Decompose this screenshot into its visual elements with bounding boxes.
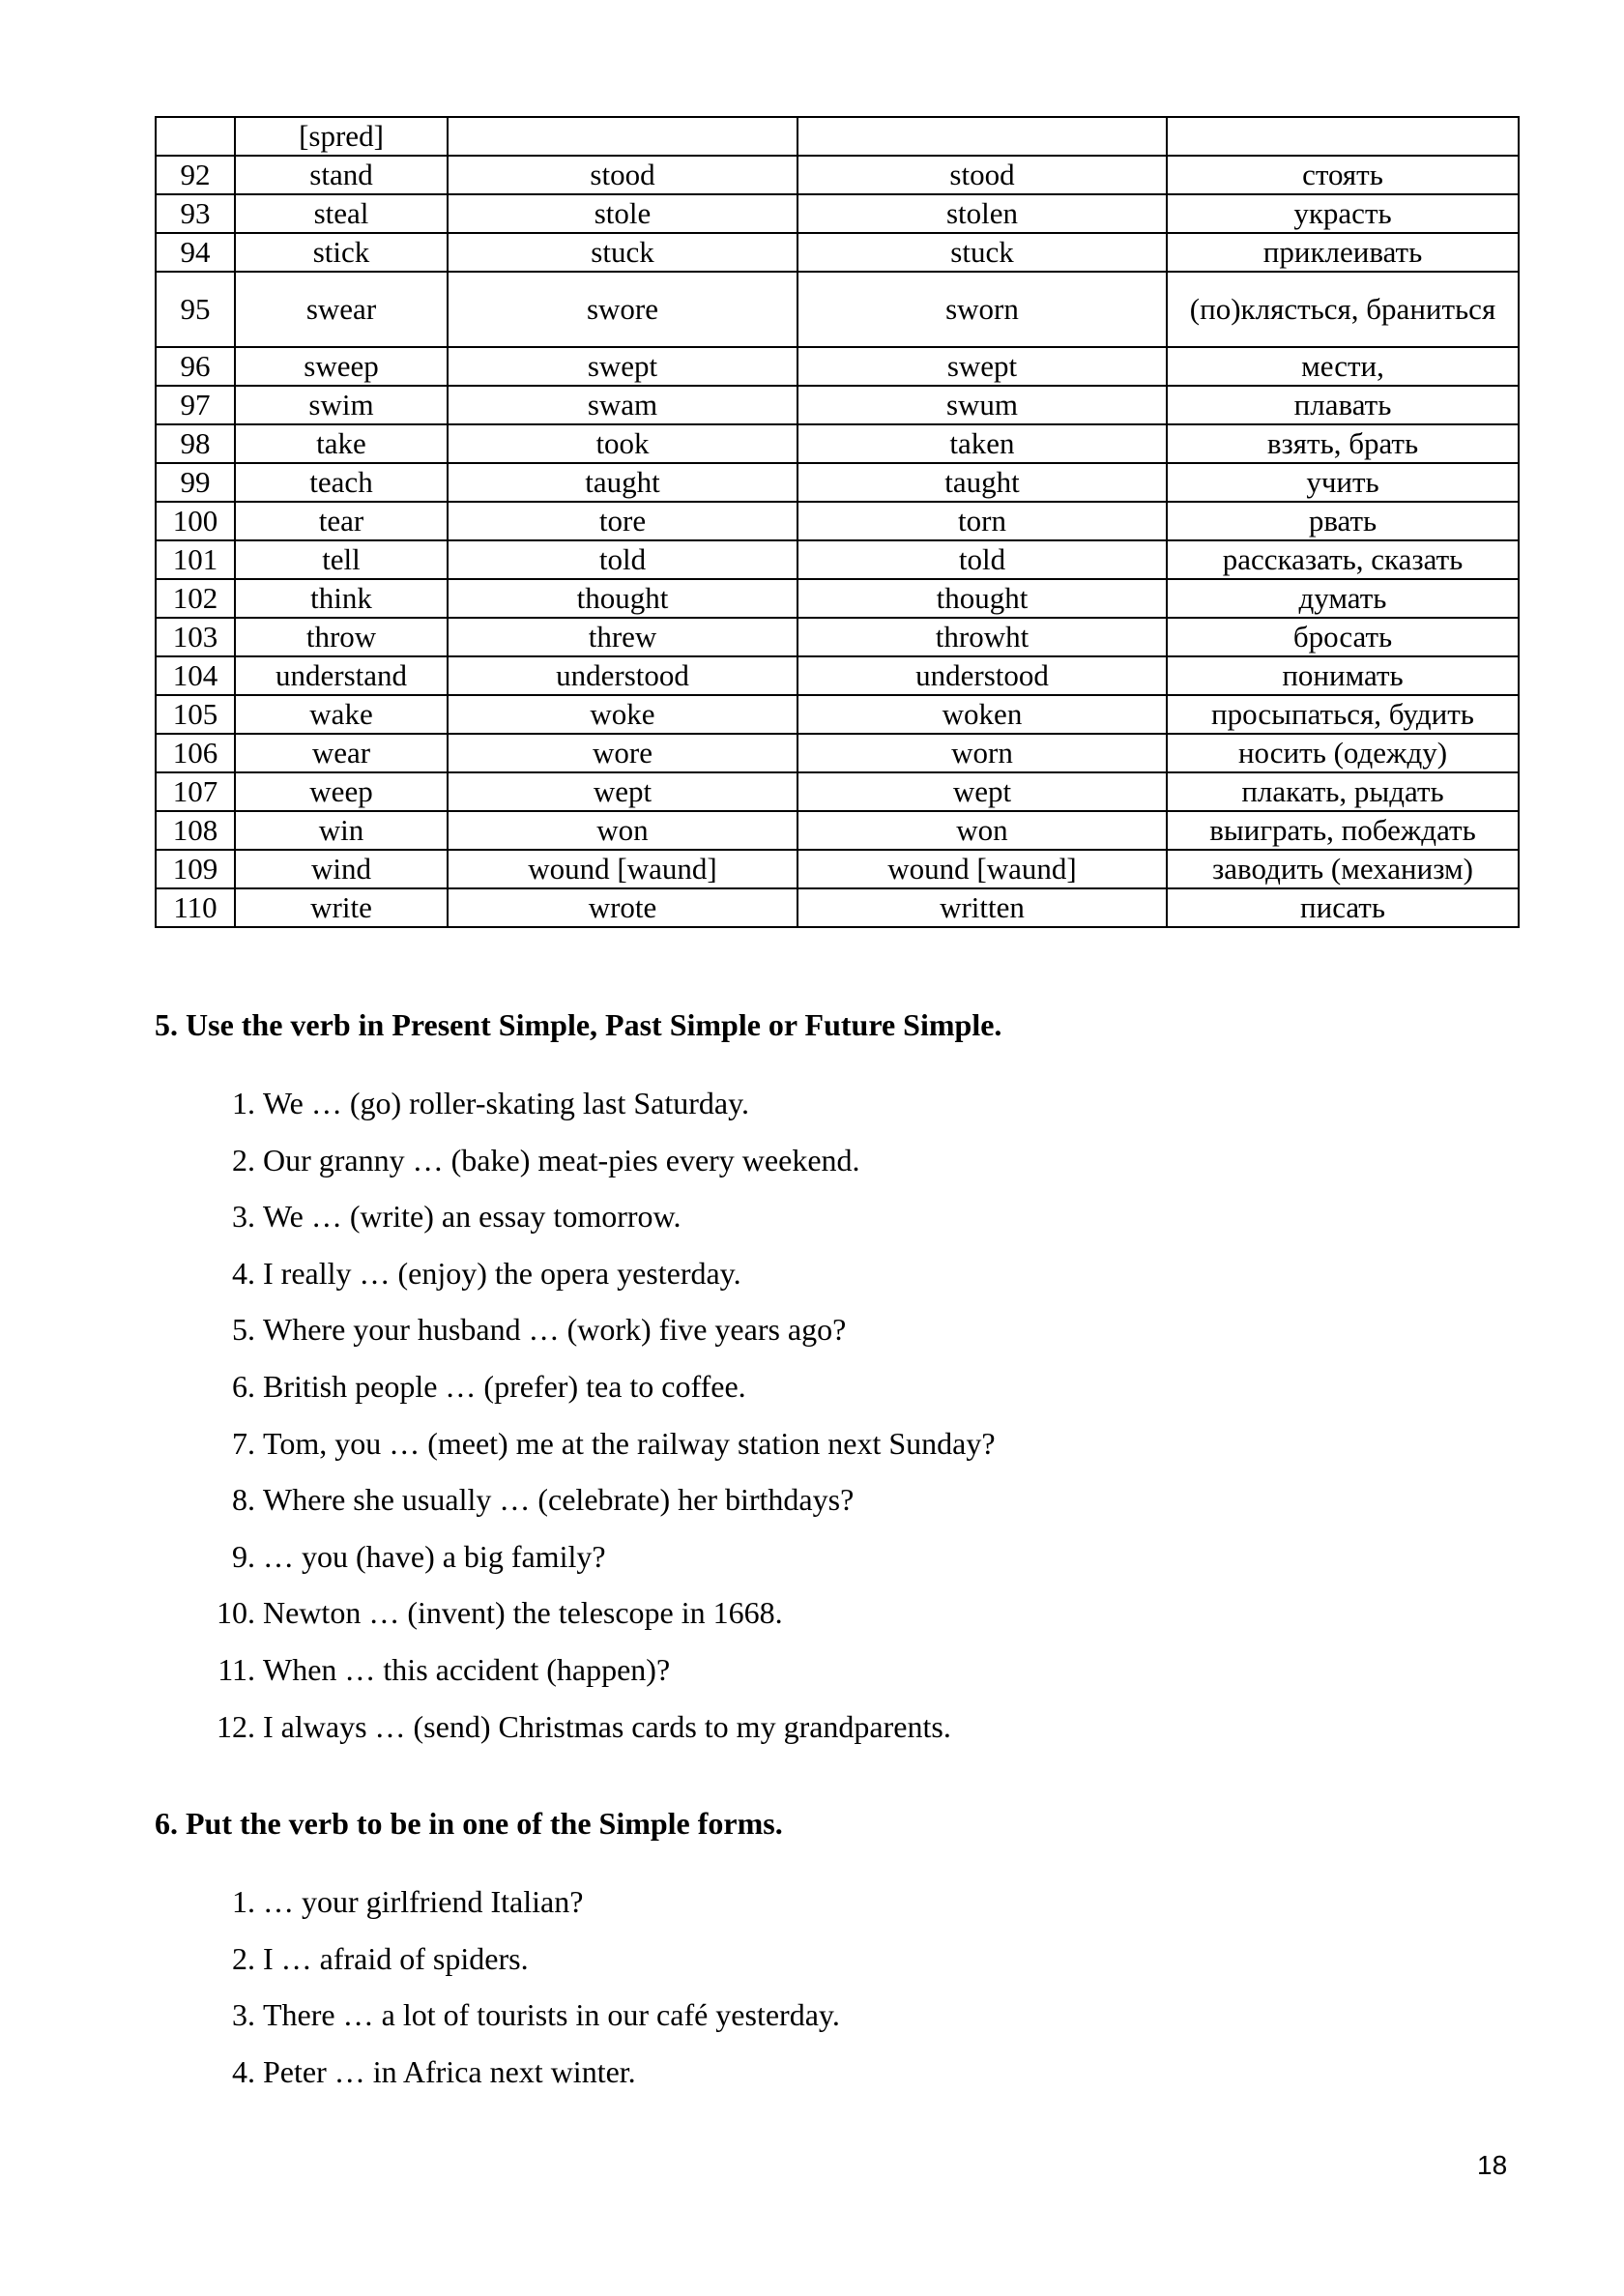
verb-number: 94 [156,233,235,272]
verb-past-simple: swam [448,386,798,424]
verb-past-participle: written [798,888,1167,927]
table-row [156,347,1519,386]
verb-number: 105 [156,695,235,734]
list-item-text: Our granny … (bake) meat-pies every weekend. [263,1142,860,1177]
list-item-number: 5. [232,1312,255,1348]
verb-past-simple: stuck [448,233,798,272]
list-item-number: 3. [232,1199,255,1235]
verb-infinitive: wear [235,734,448,772]
table-row [156,618,1519,656]
list-item-text: Newton … (invent) the telescope in 1668. [263,1595,783,1631]
verb-number: 108 [156,811,235,850]
list-item [155,1141,996,1198]
verb-number: 103 [156,618,235,656]
table-row [156,272,1519,347]
page-number: 18 [1477,2150,1508,2180]
verb-past-participle: taken [798,424,1167,463]
exercise-5-heading: 5. Use the verb in Present Simple, Past Simple or Future Simple. [155,1007,1002,1042]
irregular-verbs-table [155,116,1520,928]
verb-translation: мести, [1167,347,1519,386]
verb-infinitive: write [235,888,448,927]
list-item-text: When … this accident (happen)? [263,1651,671,1687]
verb-past-participle: stolen [798,194,1167,233]
exercise-6-list [155,1882,840,2108]
list-item-number: 3. [232,1997,255,2033]
table-row [156,156,1519,194]
verb-infinitive: weep [235,772,448,811]
verb-infinitive: tear [235,502,448,540]
verb-infinitive: steal [235,194,448,233]
list-item-text: … your girlfriend Italian? [263,1884,584,1919]
list-item-number: 12. [217,1708,255,1744]
list-item-number: 2. [232,1940,255,1976]
list-item-number: 4. [232,2053,255,2089]
verb-translation: выиграть, побеждать [1167,811,1519,850]
verb-past-simple: swept [448,347,798,386]
list-item-text: I always … (send) Christmas cards to my grandparents. [263,1708,951,1744]
verb-past-participle: wept [798,772,1167,811]
verb-past-participle: woken [798,695,1167,734]
verb-past-participle [798,117,1167,156]
list-item [155,1882,840,1939]
verb-past-participle: told [798,540,1167,579]
table-row [156,850,1519,888]
list-item [155,1939,840,1996]
table-row [156,888,1519,927]
verb-infinitive: teach [235,463,448,502]
list-item [155,1197,996,1254]
verb-number: 101 [156,540,235,579]
list-item [155,1084,996,1141]
verb-past-participle: swept [798,347,1167,386]
verb-infinitive: think [235,579,448,618]
list-item [155,1707,996,1764]
verb-number: 97 [156,386,235,424]
verb-number: 95 [156,272,235,347]
verb-past-simple: wrote [448,888,798,927]
verb-number: 93 [156,194,235,233]
verb-number: 102 [156,579,235,618]
verb-past-simple: understood [448,656,798,695]
verb-infinitive: stand [235,156,448,194]
table-row [156,579,1519,618]
verb-past-simple: woke [448,695,798,734]
verb-translation: учить [1167,463,1519,502]
list-item-number: 1. [232,1884,255,1919]
list-item-text: We … (go) roller-skating last Saturday. [263,1086,750,1120]
verb-past-simple: tore [448,502,798,540]
verb-past-simple [448,117,798,156]
list-item [155,1593,996,1650]
list-item-text: British people … (prefer) tea to coffee. [263,1368,746,1404]
verb-translation: писать [1167,888,1519,927]
verb-past-simple: won [448,811,798,850]
list-item [155,1650,996,1707]
list-item [155,1424,996,1481]
verb-number: 110 [156,888,235,927]
table-row [156,194,1519,233]
verb-past-simple: thought [448,579,798,618]
verb-past-participle: torn [798,502,1167,540]
verb-infinitive: wake [235,695,448,734]
list-item-text: Where your husband … (work) five years ago? [263,1312,847,1348]
verb-number: 92 [156,156,235,194]
verb-past-participle: wound [waund] [798,850,1167,888]
list-item-text: I really … (enjoy) the opera yesterday. [263,1255,741,1291]
verb-past-simple: stole [448,194,798,233]
table-row [156,424,1519,463]
verb-past-participle: sworn [798,272,1167,347]
table-row [156,695,1519,734]
verb-infinitive: win [235,811,448,850]
table-row [156,386,1519,424]
verb-infinitive: wind [235,850,448,888]
list-item-text: Peter … in Africa next winter. [263,2053,636,2089]
verb-past-participle: understood [798,656,1167,695]
verb-past-simple: wore [448,734,798,772]
table-row [156,734,1519,772]
list-item-text: Where she usually … (celebrate) her birthdays? [263,1482,855,1518]
table-row [156,117,1519,156]
list-item-text: We … (write) an essay tomorrow. [263,1199,682,1235]
list-item-number: 9. [232,1538,255,1574]
table-row [156,463,1519,502]
verb-past-participle: won [798,811,1167,850]
verb-number: 109 [156,850,235,888]
verb-past-participle: taught [798,463,1167,502]
verb-past-simple: threw [448,618,798,656]
list-item-number: 8. [232,1482,255,1518]
verb-translation: плакать, рыдать [1167,772,1519,811]
verb-past-simple: wound [waund] [448,850,798,888]
verb-translation: бросать [1167,618,1519,656]
verb-infinitive: swear [235,272,448,347]
verb-translation: стоять [1167,156,1519,194]
verb-translation: носить (одежду) [1167,734,1519,772]
list-item-text: … you (have) a big family? [263,1538,606,1574]
verb-past-participle: thought [798,579,1167,618]
list-item [155,1310,996,1367]
verb-past-simple: wept [448,772,798,811]
exercise-5-list [155,1084,996,1763]
verb-translation: (по)клясться, браниться [1167,272,1519,347]
verb-translation: приклеивать [1167,233,1519,272]
list-item-number: 7. [232,1425,255,1461]
list-item [155,1995,840,2052]
list-item [155,1480,996,1537]
list-item [155,1537,996,1594]
verb-past-simple: swore [448,272,798,347]
table-row [156,772,1519,811]
list-item [155,1254,996,1311]
list-item-text: There … a lot of tourists in our café yesterday. [263,1997,840,2033]
list-item-number: 11. [218,1651,255,1687]
verb-translation: украсть [1167,194,1519,233]
verb-translation [1167,117,1519,156]
table-row [156,811,1519,850]
list-item-number: 10. [217,1595,255,1631]
verb-number [156,117,235,156]
verb-number: 104 [156,656,235,695]
verb-translation: взять, брать [1167,424,1519,463]
table-row [156,656,1519,695]
verb-past-participle: swum [798,386,1167,424]
verb-translation: понимать [1167,656,1519,695]
verb-number: 107 [156,772,235,811]
verb-infinitive: swim [235,386,448,424]
list-item-text: I … afraid of spiders. [263,1940,529,1976]
verb-translation: просыпаться, будить [1167,695,1519,734]
list-item-text: Tom, you … (meet) me at the railway station next Sunday? [263,1425,996,1461]
table-row [156,233,1519,272]
verb-number: 106 [156,734,235,772]
verb-translation: рассказать, сказать [1167,540,1519,579]
verb-past-simple: told [448,540,798,579]
verb-past-participle: worn [798,734,1167,772]
verb-number: 100 [156,502,235,540]
verb-past-simple: taught [448,463,798,502]
list-item-number: 6. [232,1368,255,1404]
table-row [156,540,1519,579]
verb-translation: заводить (механизм) [1167,850,1519,888]
list-item-number: 2. [232,1142,255,1177]
verb-infinitive: [spred] [235,117,448,156]
verb-translation: думать [1167,579,1519,618]
list-item-number: 4. [232,1255,255,1291]
verb-past-participle: stood [798,156,1167,194]
verb-infinitive: understand [235,656,448,695]
verb-translation: плавать [1167,386,1519,424]
verb-infinitive: take [235,424,448,463]
verb-number: 96 [156,347,235,386]
verb-translation: рвать [1167,502,1519,540]
verb-infinitive: stick [235,233,448,272]
verb-infinitive: sweep [235,347,448,386]
exercise-6-heading: 6. Put the verb to be in one of the Simple forms. [155,1806,783,1841]
verb-number: 99 [156,463,235,502]
list-item [155,1367,996,1424]
verb-number: 98 [156,424,235,463]
verb-past-simple: took [448,424,798,463]
verb-past-participle: throwht [798,618,1167,656]
verb-past-simple: stood [448,156,798,194]
verb-infinitive: throw [235,618,448,656]
verb-infinitive: tell [235,540,448,579]
table-row [156,502,1519,540]
list-item-number: 1. [232,1086,255,1120]
list-item [155,2052,840,2109]
verb-past-participle: stuck [798,233,1167,272]
